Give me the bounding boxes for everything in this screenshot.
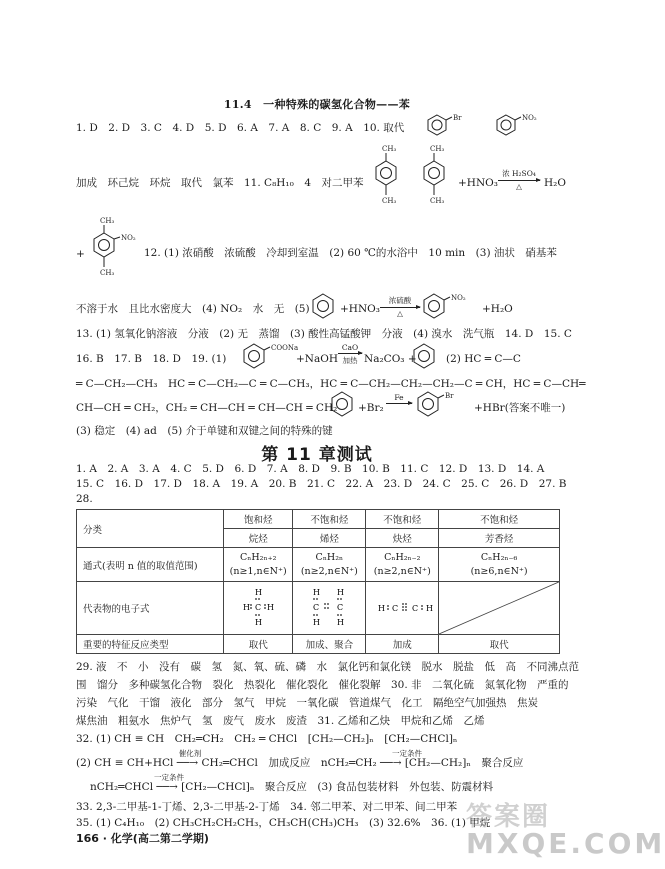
answer-line-9: (3) 稳定 (4) ad (5) 介于单键和双键之间的特殊的键 [76, 425, 333, 437]
condition-label-1: 一定条件 [392, 749, 422, 758]
test-line-3: 28. [76, 493, 93, 505]
answer-line-2: 加成 环己烷 环烷 取代 氯苯 11. C₈H₁₀ 4 对二甲苯 [76, 177, 364, 189]
p-xylene-structure-1 [372, 145, 412, 213]
test-line-2: 15. C 16. D 17. D 18. A 19. A 20. B 21. C 22. A 23. D 24. C 25. C 26. D 27. B [76, 478, 567, 490]
formula-aromatic: CₙH₂ₙ₋₆ (n≥6,n∈N⁺) [439, 548, 560, 582]
reaction-type-aromatic: 取代 [439, 635, 560, 654]
col3-bottom: 炔烃 [366, 529, 439, 548]
answer-line-6b: (2) HC ═ C—C [446, 353, 521, 365]
nitrobenzene-product [424, 292, 474, 320]
test-line-1: 1. A 2. A 3. A 4. C 5. D 6. D 7. A 8. D 9. B 10. B 11. C 12. D 13. D 14. A [76, 463, 545, 475]
svg-text:CH₃: CH₃ [100, 269, 115, 277]
svg-text:Br: Br [445, 392, 454, 400]
svg-text:CH₃: CH₃ [382, 197, 397, 205]
formula-alkene: CₙH₂ₙ (n≥2,n∈N⁺) [293, 548, 366, 582]
section-title: 11.4 一种特殊的碳氢化合物——苯 [223, 98, 411, 111]
answer-line-5: 13. (1) 氢氧化钠溶液 分液 (2) 无 蒸馏 (3) 酸性高锰酸钾 分液 (4) 溴水 洗气瓶 14. D 15. C [76, 328, 572, 340]
catalyst-label: 催化剂 [178, 749, 202, 758]
col2-top: 不饱和烃 [293, 510, 366, 529]
bromobenzene-product [418, 390, 468, 418]
formula-alkane: CₙH₂ₙ₊₂ (n≥1,n∈N⁺) [224, 548, 293, 582]
col4-bottom: 芳香烃 [439, 529, 560, 548]
answer-line-3: 12. (1) 浓硝酸 浓硫酸 冷却到室温 (2) 60 ℃的水浴中 10 min (3) 油状 硝基苯 [144, 247, 557, 259]
nitrobenzene-structure [497, 113, 557, 145]
site-watermark-logo: 答案圈 MXQE.COM [466, 802, 665, 860]
answer-line-4: 不溶于水 且比水密度大 (4) NO₂ 水 无 (5) [76, 303, 310, 315]
nitration-arrow: 浓 H₂SO₄ △ [498, 168, 540, 191]
plus-sign: + [76, 248, 85, 260]
col4-top: 不饱和烃 [439, 510, 560, 529]
svg-text:H: H [243, 602, 251, 612]
answer-29-line-4: 煤焦油 粗氨水 焦炉气 氢 废气 废水 废渣 31. 乙烯和乙炔 甲烷和乙烯 乙烯 [76, 715, 485, 727]
answer-line-1: 1. D 2. D 3. C 4. D 5. D 6. A 7. A 8. C 9. A 10. 取代 [76, 122, 405, 134]
electron-formula-ethene [293, 582, 366, 635]
decarboxylation-arrow: CaO 加热 [338, 343, 362, 366]
answer-line-6: 16. B 17. B 18. D 19. (1) [76, 353, 227, 365]
svg-text:H: H [426, 603, 434, 613]
naoh-reagent: +NaOH [296, 353, 339, 365]
diagonal-slash [439, 582, 559, 634]
answer-29-line-1: 29. 液 不 小 没有 碳 氢 氮、氧、硫、磷 水 氯化钙和氯化镁 脱水 脱盐 低 高 不同沸点范 [76, 661, 580, 673]
electron-formula-methane [224, 582, 293, 635]
answer-line-7: ═ C—CH₂—CH₃ HC ═ C—CH₂—C ═ C—CH₃，HC ═ C—CH₂—CH₂—CH₂—C ═ CH，HC ═ C—CH═ [76, 378, 586, 390]
electron-formula-blank [439, 582, 560, 635]
col2-bottom: 烯烃 [293, 529, 366, 548]
benzene-structure-3 [332, 390, 356, 418]
svg-text:C: C [255, 602, 262, 612]
water-product: H₂O [544, 177, 566, 189]
svg-text:CH₃: CH₃ [100, 217, 115, 225]
reaction-type-alkene: 加成、聚合 [293, 635, 366, 654]
answer-29-line-3: 污染 气化 干馏 液化 部分 氢气 甲烷 一氧化碳 管道煤气 化工 隔绝空气加强热 焦炭 [76, 697, 538, 709]
condition-label-2: 一定条件 [154, 773, 184, 782]
svg-text:H: H [378, 603, 386, 613]
answer-32-line-2: (2) CH ≡ CH+HCl ──→ CH₂═CHCl 加成反应 nCH₂═CH₂ ──→ [CH₂—CH₂]ₙ 聚合反应 [76, 757, 524, 769]
svg-text:H: H [313, 587, 321, 597]
row1-label: 通式(表明 n 值的取值范围) [77, 548, 224, 582]
svg-text:H: H [267, 602, 275, 612]
svg-text:CH₃: CH₃ [382, 145, 397, 153]
svg-text:NO₂: NO₂ [451, 294, 466, 302]
answer-line-8: CH—CH ═ CH₂，CH₂ ═ CH—CH ═ CH—CH ═ CH₂ [76, 402, 338, 414]
hydrocarbon-classification-table [76, 509, 560, 654]
benzene-structure-2 [414, 341, 438, 371]
svg-text:H: H [337, 587, 345, 597]
ethene-electron-formula [299, 587, 359, 627]
svg-text:H: H [313, 617, 321, 627]
no2-label: NO₂ [522, 114, 537, 122]
answer-35-36: 35. (1) C₄H₁₀ (2) CH₃CH₂CH₂CH₃，CH₃CH(CH₃)CH₃ (3) 32.6% 36. (1) 甲烷 [76, 817, 491, 829]
benzene-structure-1 [313, 292, 337, 320]
electron-formula-ethyne [366, 582, 439, 635]
water-product-2: +H₂O [482, 303, 513, 315]
col1-bottom: 烷烃 [224, 529, 293, 548]
svg-text:C: C [313, 602, 320, 612]
svg-text:H: H [255, 587, 263, 597]
answer-33-34: 33. 2,3-二甲基-1-丁烯、2,3-二甲基-2-丁烯 34. 邻二甲苯、对二甲苯、间二甲苯 [76, 801, 458, 813]
svg-text:H: H [255, 617, 263, 627]
br-label: Br [453, 114, 462, 122]
svg-text:NO₂: NO₂ [121, 234, 136, 242]
answer-32-line-1: 32. (1) CH ≡ CH CH₂═CH₂ CH₂ ═ CHCl [CH₂—CH₂]ₙ [CH₂—CHCl]ₙ [76, 733, 458, 745]
page-footer: 166 · 化学(高二第二学期) [76, 832, 209, 845]
reaction-type-alkane: 取代 [224, 635, 293, 654]
nitro-p-xylene-structure [90, 217, 140, 287]
svg-text:H: H [337, 617, 345, 627]
ethyne-electron-formula [372, 597, 432, 617]
methane-electron-formula [238, 587, 278, 627]
answer-29-line-2: 围 馏分 多种碳氢化合物 裂化 热裂化 催化裂化 催化裂解 30. 非 二氧化硫 氮氧化物 严重的 [76, 679, 569, 691]
p-xylene-structure-2 [420, 145, 460, 213]
formula-alkyne: CₙH₂ₙ₋₂ (n≥2,n∈N⁺) [366, 548, 439, 582]
svg-text:COONa: COONa [271, 344, 299, 352]
hno3-reagent: +HNO₃ [458, 177, 498, 189]
hno3-reagent-2: +HNO₃ [340, 303, 380, 315]
br2-reagent: +Br₂ [358, 402, 384, 414]
row3-label: 重要的特征反应类型 [77, 635, 224, 654]
svg-text:C: C [337, 602, 344, 612]
na2co3-product: Na₂CO₃ + [364, 353, 417, 365]
nitration-arrow-2: 浓硫酸 △ [380, 295, 420, 318]
svg-text:C: C [412, 603, 419, 613]
col3-top: 不饱和烃 [366, 510, 439, 529]
row2-label: 代表物的电子式 [77, 582, 224, 635]
reaction-type-alkyne: 加成 [366, 635, 439, 654]
bromobenzene-structure [428, 113, 478, 145]
svg-text:CH₃: CH₃ [430, 197, 445, 205]
svg-text:C: C [392, 603, 399, 613]
svg-text:CH₃: CH₃ [430, 145, 445, 153]
col1-top: 饱和烃 [224, 510, 293, 529]
header-label: 分类 [77, 510, 224, 548]
bromination-arrow: Fe [386, 393, 412, 414]
answer-32-line-3: nCH₂═CHCl ──→ [CH₂—CHCl]ₙ 聚合反应 (3) 食品包装材料 外包装、防震材料 [90, 781, 494, 793]
chapter-title: 第 11 章测试 [261, 445, 373, 465]
hbr-product: +HBr(答案不唯一) [474, 402, 566, 414]
